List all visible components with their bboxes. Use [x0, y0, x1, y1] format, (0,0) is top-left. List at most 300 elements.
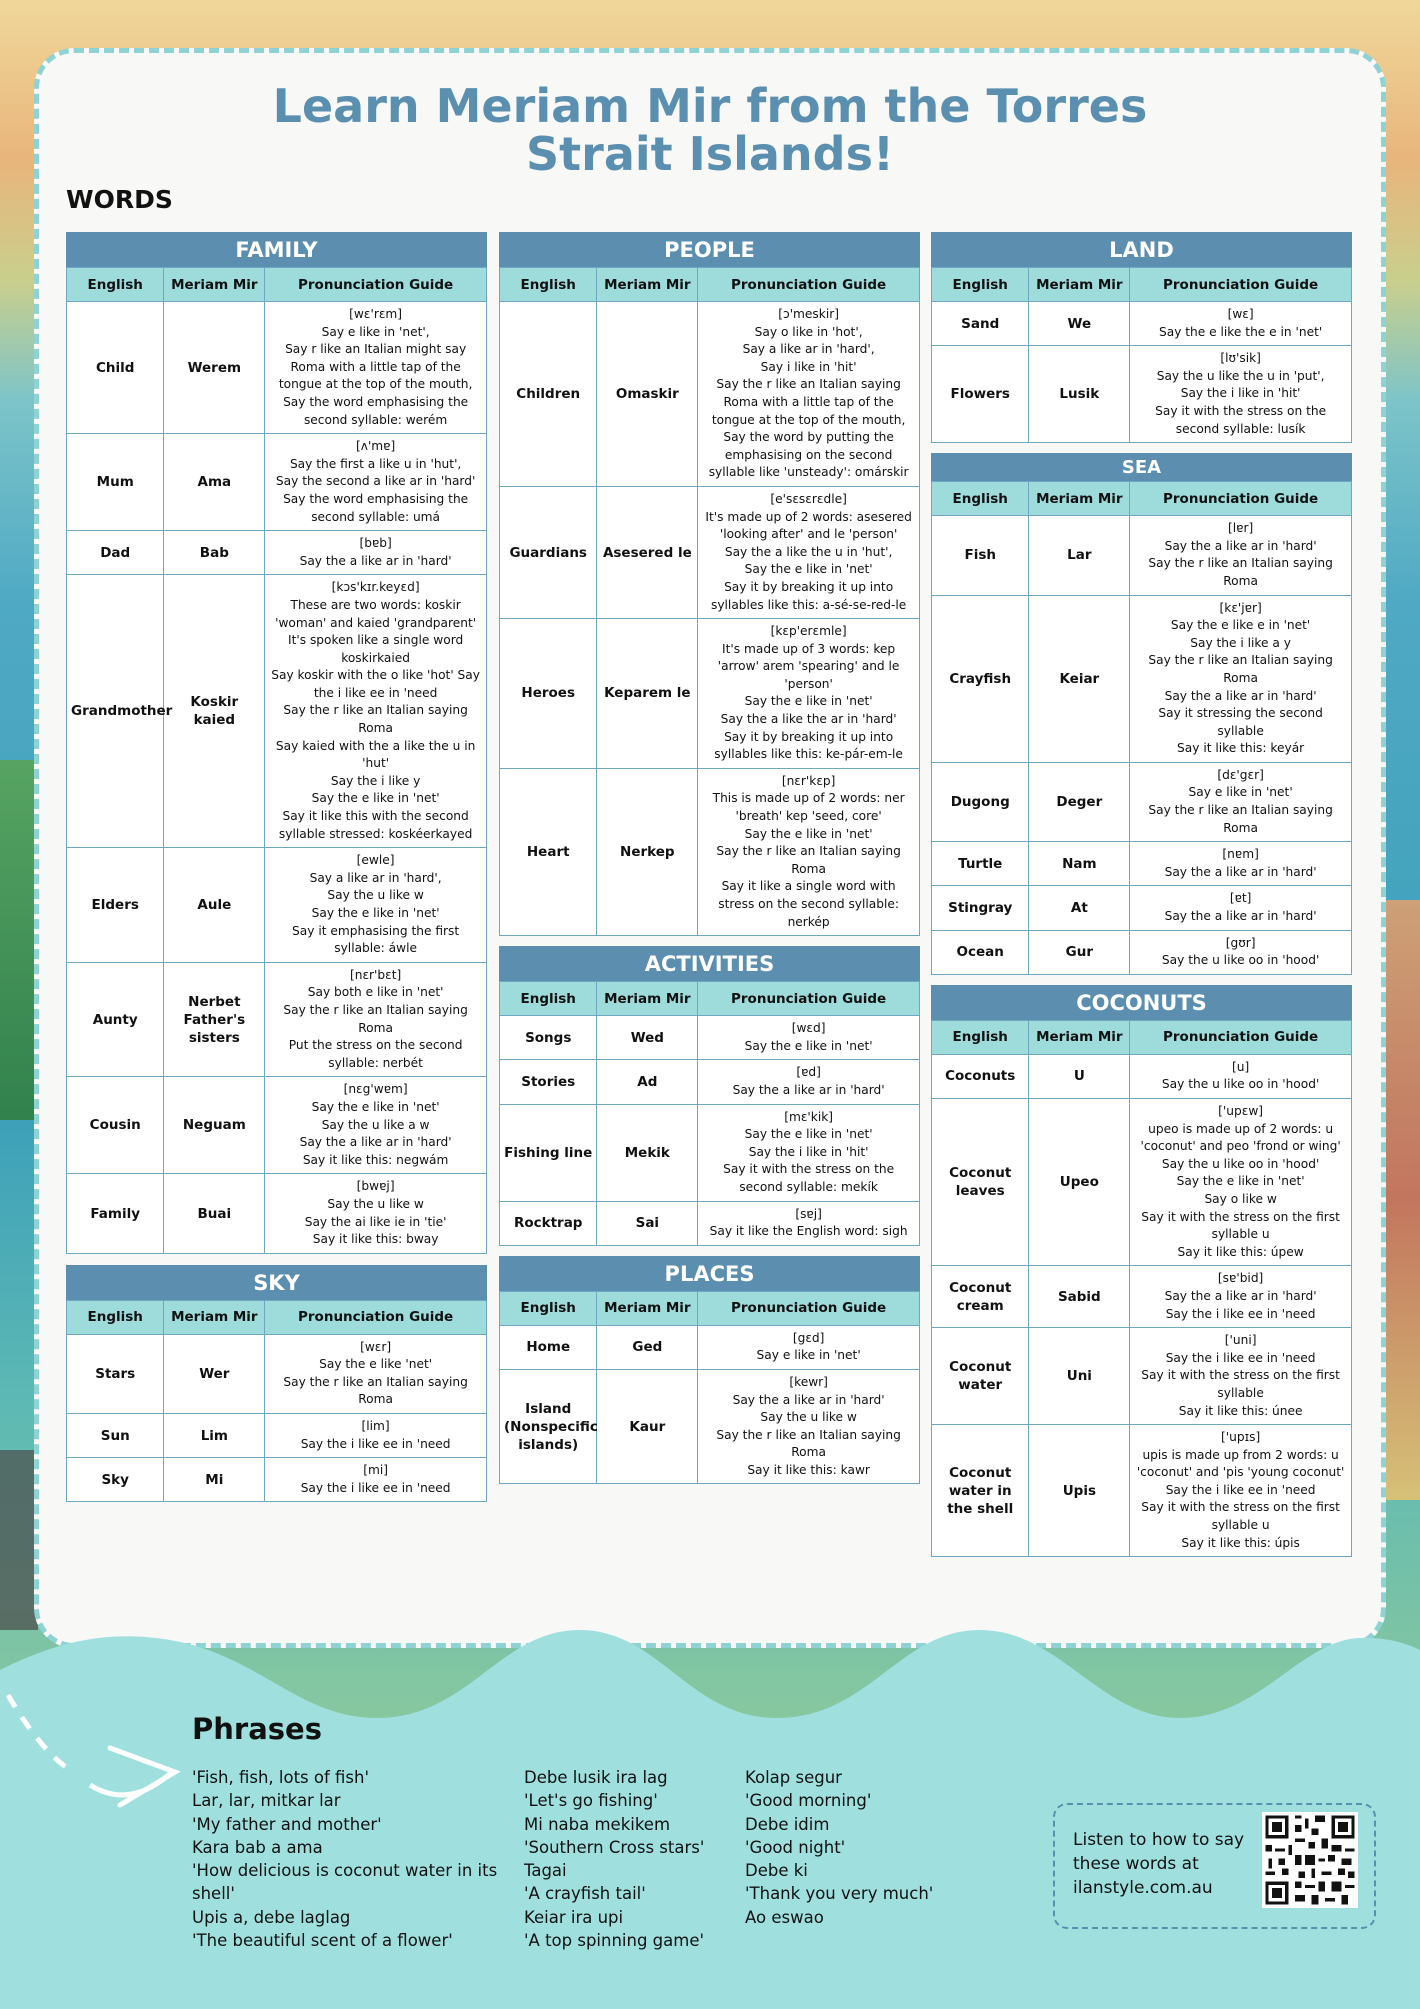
coconuts-title: COCONUTS: [931, 985, 1352, 1020]
guide-line: Say the u like w: [327, 888, 424, 903]
guide-line: Say the a like ar in 'hard': [299, 1135, 452, 1150]
phrase-line: 'The beautiful scent of a flower': [192, 1931, 453, 1951]
guide-line: Say the word emphasising the second syllable: umá: [283, 491, 469, 524]
phrases-column-2: [524, 1766, 734, 1952]
guide-line: Say it like this: keyár: [1177, 741, 1305, 756]
meriam-mir-cell: Lusik: [1029, 346, 1130, 443]
pronunciation-cell: [265, 848, 487, 963]
pronunciation-cell: [1130, 516, 1352, 595]
english-cell: Grandmother: [67, 575, 164, 848]
meriam-mir-cell: Sabid: [1029, 1266, 1130, 1328]
guide-line: Say o like w: [1204, 1191, 1277, 1206]
english-cell: Stars: [67, 1334, 164, 1413]
phrase-line: 'Southern Cross stars': [524, 1837, 705, 1857]
meriam-mir-cell: Kaur: [597, 1369, 698, 1484]
table-row: [500, 1201, 920, 1245]
english-cell: Family: [67, 1174, 164, 1253]
table-row: [67, 848, 487, 963]
land-table: [931, 267, 1352, 443]
activities-section: [499, 946, 920, 1246]
table-row: [67, 1334, 487, 1413]
guide-line: It's made up of 2 words: asesered 'looking after' and le 'person': [705, 509, 912, 542]
guide-line: [nɛr'kɛp]: [781, 773, 836, 788]
guide-line: Say it with the stress on the first syllable u: [1141, 1209, 1340, 1242]
meriam-mir-cell: Deger: [1029, 762, 1130, 841]
english-cell: Fish: [932, 516, 1029, 595]
pronunciation-cell: [265, 1077, 487, 1174]
guide-line: Say r like an Italian might say Roma with a little tap of the tongue at the top of the mouth,: [278, 342, 473, 392]
guide-line: Say the u like w: [327, 1196, 424, 1211]
table-header-row: [500, 268, 920, 302]
english-cell: Child: [67, 302, 164, 434]
family-title: FAMILY: [66, 232, 487, 267]
guide-line: [wɛ]: [1227, 307, 1254, 321]
table-row: [500, 619, 920, 769]
guide-line: Say the a like ar in 'hard': [732, 1082, 885, 1097]
guide-line: Say it with the stress on the first syllable: [1141, 1368, 1340, 1400]
phrase-line: 'A crayfish tail': [524, 1884, 646, 1904]
guide-line: Say koskir with the o like 'hot' Say the i like ee in 'need: [271, 668, 480, 700]
guide-line: Say e like in 'net': [1188, 785, 1293, 800]
sky-title: SKY: [66, 1265, 487, 1300]
guide-line: Say the i like ee in 'need: [300, 1480, 451, 1495]
column-3: [931, 232, 1352, 1557]
table-row: [500, 1325, 920, 1369]
pronunciation-cell: [265, 1458, 487, 1502]
people-table: [499, 267, 920, 936]
phrases-column-3: [745, 1766, 955, 1929]
table-row: [67, 1414, 487, 1458]
table-row: [932, 886, 1352, 930]
phrase-line: 'Good night': [745, 1837, 846, 1857]
phrase-line: Keiar ira upi: [524, 1907, 624, 1927]
pronunciation-cell: [1130, 1328, 1352, 1425]
qr-code-icon[interactable]: [1262, 1812, 1358, 1908]
meriam-mir-cell: Keparem le: [597, 619, 698, 769]
guide-line: [nɐm]: [1222, 847, 1259, 862]
guide-line: Say e like in 'net': [756, 1348, 861, 1363]
meriam-mir-cell: Mi: [164, 1458, 265, 1502]
table-row: [500, 1104, 920, 1201]
guide-line: [lʊ'sik]: [1220, 351, 1261, 366]
activities-title: ACTIVITIES: [499, 946, 920, 981]
guide-line: [ewle]: [356, 853, 395, 868]
guide-line: Say both e like in 'net': [307, 985, 444, 1000]
pronunciation-cell: [698, 486, 920, 618]
table-header-row: [500, 982, 920, 1016]
meriam-mir-cell: Uni: [1029, 1328, 1130, 1425]
pronunciation-cell: [265, 1414, 487, 1458]
english-cell: Guardians: [500, 486, 597, 618]
guide-line: Say the u like a w: [321, 1117, 430, 1132]
table-row: [67, 575, 487, 848]
phrases-heading: Phrases: [192, 1712, 322, 1746]
table-row: [67, 1077, 487, 1174]
phrase-line: Mi naba mekikem: [524, 1814, 671, 1834]
english-cell: Mum: [67, 434, 164, 531]
meriam-mir-cell: Neguam: [164, 1077, 265, 1174]
guide-line: Say the i like ee in 'need: [300, 1436, 451, 1451]
pronunciation-cell: [1130, 930, 1352, 974]
english-cell: Stingray: [932, 886, 1029, 930]
header-pronunciation-guide: Pronunciation Guide: [265, 268, 487, 302]
guide-line: [e'sɛsɛrɛdle]: [770, 491, 847, 506]
sky-section: [66, 1265, 487, 1503]
english-cell: Coconuts: [932, 1054, 1029, 1098]
table-row: [932, 346, 1352, 443]
people-title: PEOPLE: [499, 232, 920, 267]
guide-line: Say the second a like ar in 'hard': [275, 474, 476, 489]
meriam-mir-cell: Bab: [164, 531, 265, 575]
guide-line: Say the u like oo in 'hood': [1161, 953, 1320, 968]
words-heading: WORDS: [66, 185, 173, 214]
sea-section: [931, 453, 1352, 975]
english-cell: Island (Nonspecific islands): [500, 1369, 597, 1484]
header-english: English: [500, 268, 597, 302]
guide-line: Say the e like in 'net': [744, 694, 873, 709]
guide-line: Say the i like a y: [1190, 635, 1291, 650]
english-cell: Ocean: [932, 930, 1029, 974]
english-cell: Dad: [67, 531, 164, 575]
pronunciation-cell: [698, 1016, 920, 1060]
listen-line-1: Listen to how to say: [1073, 1830, 1245, 1850]
meriam-mir-cell: Nerkep: [597, 768, 698, 935]
guide-line: [sɐ'bid]: [1217, 1271, 1264, 1286]
table-row: [67, 962, 487, 1077]
land-title: LAND: [931, 232, 1352, 267]
table-row: [932, 302, 1352, 346]
english-cell: Crayfish: [932, 595, 1029, 762]
guide-line: Say it like this: únee: [1178, 1403, 1303, 1418]
table-row: [932, 595, 1352, 762]
table-row: [500, 1060, 920, 1104]
guide-line: Say the e like in 'net': [311, 791, 440, 806]
guide-line: Say the i like ee in 'need: [1165, 1482, 1316, 1497]
meriam-mir-cell: Ad: [597, 1060, 698, 1104]
english-cell: Heart: [500, 768, 597, 935]
english-cell: Rocktrap: [500, 1201, 597, 1245]
header-meriam-mir: Meriam Mir: [597, 982, 698, 1016]
meriam-mir-cell: Lim: [164, 1414, 265, 1458]
guide-line: Say it by breaking it up into syllables like this: a-sé-se-red-le: [710, 579, 907, 612]
english-cell: Elders: [67, 848, 164, 963]
guide-line: [wɛd]: [791, 1021, 826, 1036]
table-row: [932, 1099, 1352, 1266]
meriam-mir-cell: U: [1029, 1054, 1130, 1098]
pronunciation-cell: [698, 302, 920, 487]
pronunciation-cell: [1130, 1425, 1352, 1557]
guide-line: Say the i like ee in 'need: [1165, 1306, 1316, 1321]
column-1: [66, 232, 487, 1502]
guide-line: Say the a like ar in 'hard': [1164, 864, 1317, 879]
english-cell: Cousin: [67, 1077, 164, 1174]
guide-line: Say the r like an Italian saying Roma: [283, 1002, 468, 1035]
table-row: [500, 1016, 920, 1060]
guide-line: Say the r like an Italian saying Roma with a little tap of the tongue at the top of the mouth,: [711, 377, 906, 427]
guide-line: Say the a like ar in 'hard': [1164, 1288, 1317, 1303]
table-row: [67, 434, 487, 531]
sky-table: [66, 1300, 487, 1503]
english-cell: Coconut water in the shell: [932, 1425, 1029, 1557]
guide-line: Say the u like w: [760, 1410, 857, 1425]
english-cell: Stories: [500, 1060, 597, 1104]
phrase-line: Tagai: [524, 1861, 567, 1881]
guide-line: Say the e like the e in 'net': [1158, 324, 1323, 339]
phrase-line: Ao eswao: [745, 1907, 824, 1927]
pronunciation-cell: [698, 1060, 920, 1104]
guide-line: Say it with the stress on the second syllable: mekík: [723, 1162, 895, 1194]
guide-line: [mɛ'kik]: [784, 1109, 834, 1124]
pronunciation-cell: [265, 962, 487, 1077]
guide-line: Say it by breaking it up into syllables like this: ke-pár-em-le: [714, 729, 903, 762]
guide-line: Say the r like an Italian saying Roma: [1148, 803, 1333, 835]
guide-line: Put the stress on the second syllable: nerbét: [288, 1038, 463, 1070]
table-row: [932, 930, 1352, 974]
header-meriam-mir: Meriam Mir: [1029, 268, 1130, 302]
pronunciation-cell: [698, 1201, 920, 1245]
english-cell: Sky: [67, 1458, 164, 1502]
table-row: [932, 516, 1352, 595]
guide-line: [sɐj]: [795, 1206, 822, 1221]
guide-line: Say the r like an Italian saying Roma: [716, 1427, 901, 1460]
phrase-line: Upis a, debe laglag: [192, 1907, 351, 1927]
phrase-line: 'Good morning': [745, 1791, 872, 1811]
guide-line: [ɐd]: [796, 1065, 821, 1080]
table-row: [932, 1266, 1352, 1328]
meriam-mir-cell: Lar: [1029, 516, 1130, 595]
table-header-row: [932, 1020, 1352, 1054]
header-pronunciation-guide: Pronunciation Guide: [698, 1291, 920, 1325]
guide-line: Say the i like in 'hit': [1180, 386, 1301, 401]
meriam-mir-cell: Keiar: [1029, 595, 1130, 762]
guide-line: [nɛr'bɛt]: [349, 967, 402, 982]
guide-line: Say the e like e in 'net': [1170, 618, 1311, 633]
guide-line: [lɐr]: [1228, 521, 1254, 536]
guide-line: upeo is made up of 2 words: u 'coconut' and peo 'frond or wing': [1140, 1121, 1341, 1154]
meriam-mir-cell: Omaskir: [597, 302, 698, 487]
sea-table: [931, 481, 1352, 975]
guide-line: [kɔs'kɪr.keyɛd]: [331, 580, 420, 595]
guide-line: [kewr]: [789, 1374, 828, 1389]
header-english: English: [500, 1291, 597, 1325]
guide-line: Say the i like in 'hit': [748, 1144, 869, 1159]
guide-line: ['upɪs]: [1221, 1430, 1261, 1445]
guide-line: Say the e like in 'net': [744, 1127, 873, 1142]
guide-line: [nɛg'wɐm]: [343, 1082, 408, 1097]
meriam-mir-cell: Koskir kaied: [164, 575, 265, 848]
guide-line: Say a like ar in 'hard',: [742, 342, 875, 357]
pronunciation-cell: [1130, 346, 1352, 443]
table-row: [932, 842, 1352, 886]
header-meriam-mir: Meriam Mir: [1029, 1020, 1130, 1054]
english-cell: Dugong: [932, 762, 1029, 841]
guide-line: Say o like in 'hot',: [754, 324, 863, 339]
pronunciation-cell: [265, 575, 487, 848]
header-pronunciation-guide: Pronunciation Guide: [1130, 482, 1352, 516]
guide-line: ['upɛw]: [1218, 1104, 1264, 1118]
meriam-mir-cell: Asesered le: [597, 486, 698, 618]
listen-line-2: these words at: [1073, 1854, 1199, 1874]
table-header-row: [932, 482, 1352, 516]
header-english: English: [932, 1020, 1029, 1054]
guide-line: Say the u like oo in 'hood': [1161, 1156, 1320, 1171]
guide-line: Say the i like y: [330, 773, 421, 788]
table-header-row: [500, 1291, 920, 1325]
guide-line: [ɐt]: [1229, 891, 1252, 906]
header-meriam-mir: Meriam Mir: [597, 1291, 698, 1325]
pronunciation-cell: [265, 1174, 487, 1253]
meriam-mir-cell: Werem: [164, 302, 265, 434]
pronunciation-cell: [698, 1325, 920, 1369]
meriam-mir-cell: Wer: [164, 1334, 265, 1413]
meriam-mir-cell: Wed: [597, 1016, 698, 1060]
table-row: [67, 1174, 487, 1253]
guide-line: Say the e like 'net': [319, 1357, 433, 1372]
guide-line: [wɛ'rɛm]: [349, 307, 403, 321]
pronunciation-cell: [698, 619, 920, 769]
guide-line: [ɔ'meskir]: [778, 307, 839, 321]
table-row: [500, 1369, 920, 1484]
phrase-line: Kara bab a ama: [192, 1837, 323, 1857]
places-title: PLACES: [499, 1256, 920, 1291]
land-section: [931, 232, 1352, 443]
table-row: [932, 1054, 1352, 1098]
header-meriam-mir: Meriam Mir: [164, 1300, 265, 1334]
guide-line: Say the a like ar in 'hard': [732, 1392, 885, 1407]
header-pronunciation-guide: Pronunciation Guide: [698, 268, 920, 302]
table-row: [932, 762, 1352, 841]
guide-line: Say the r like an Italian saying Roma: [283, 1374, 468, 1407]
table-row: [67, 1458, 487, 1502]
guide-line: [dɛ'gɛr]: [1217, 767, 1264, 782]
listen-url[interactable]: ilanstyle.com.au: [1073, 1878, 1213, 1898]
guide-line: [bɐb]: [359, 536, 392, 551]
phrase-line: 'Thank you very much': [745, 1884, 934, 1904]
meriam-mir-cell: Nerbet Father's sisters: [164, 962, 265, 1077]
guide-line: [u]: [1232, 1059, 1250, 1074]
guide-line: Say e like in 'net',: [321, 324, 430, 339]
header-english: English: [500, 982, 597, 1016]
meriam-mir-cell: Ama: [164, 434, 265, 531]
guide-line: [lim]: [361, 1419, 390, 1434]
title-line-2: Strait Islands!: [526, 127, 894, 181]
guide-line: Say the i like ee in 'need: [1165, 1350, 1316, 1365]
header-english: English: [932, 482, 1029, 516]
english-cell: Home: [500, 1325, 597, 1369]
guide-line: Say the first a like u in 'hut',: [289, 456, 462, 471]
meriam-mir-cell: Ged: [597, 1325, 698, 1369]
pronunciation-cell: [698, 768, 920, 935]
guide-line: Say the e like in 'net': [744, 562, 873, 577]
guide-line: [wɛr]: [360, 1339, 392, 1354]
guide-line: [ʌ'mɐ]: [355, 439, 396, 454]
header-english: English: [932, 268, 1029, 302]
guide-line: Say it like this: kawr: [747, 1462, 870, 1477]
guide-line: Say it emphasising the first syllable: áwle: [292, 923, 460, 956]
phrase-line: Debe ki: [745, 1861, 808, 1881]
guide-line: [kɛp'erɛmle]: [770, 624, 847, 639]
phrase-line: Kolap segur: [745, 1768, 842, 1787]
header-meriam-mir: Meriam Mir: [597, 268, 698, 302]
phrases-column-1: [192, 1766, 502, 1952]
meriam-mir-cell: At: [1029, 886, 1130, 930]
english-cell: Sun: [67, 1414, 164, 1458]
header-pronunciation-guide: Pronunciation Guide: [265, 1300, 487, 1334]
table-header-row: [67, 268, 487, 302]
header-pronunciation-guide: Pronunciation Guide: [698, 982, 920, 1016]
pronunciation-cell: [1130, 595, 1352, 762]
guide-line: Say it like the English word: sigh: [709, 1224, 908, 1239]
header-pronunciation-guide: Pronunciation Guide: [1130, 1020, 1352, 1054]
guide-line: Say the a like ar in 'hard': [1164, 538, 1317, 553]
english-cell: Flowers: [932, 346, 1029, 443]
header-english: English: [67, 1300, 164, 1334]
english-cell: Sand: [932, 302, 1029, 346]
table-row: [500, 768, 920, 935]
english-cell: Coconut leaves: [932, 1099, 1029, 1266]
guide-line: ['uni]: [1224, 1333, 1257, 1348]
coconuts-section: [931, 985, 1352, 1557]
pronunciation-cell: [698, 1104, 920, 1201]
guide-line: [bwɐj]: [356, 1179, 395, 1194]
guide-line: Say the r like an Italian saying Roma: [283, 703, 468, 736]
guide-line: Say the e like in 'net': [311, 906, 440, 920]
table-row: [67, 531, 487, 575]
english-cell: Coconut water: [932, 1328, 1029, 1425]
table-row: [932, 1328, 1352, 1425]
meriam-mir-cell: Nam: [1029, 842, 1130, 886]
table-header-row: [67, 1300, 487, 1334]
guide-line: Say the a like the u in 'hut',: [724, 544, 893, 559]
pronunciation-cell: [698, 1369, 920, 1484]
listen-text: [1073, 1828, 1253, 1900]
places-table: [499, 1291, 920, 1485]
people-section: [499, 232, 920, 936]
meriam-mir-cell: Mekik: [597, 1104, 698, 1201]
pronunciation-cell: [1130, 886, 1352, 930]
header-pronunciation-guide: Pronunciation Guide: [1130, 268, 1352, 302]
pronunciation-cell: [265, 531, 487, 575]
background-painting-right: [1384, 900, 1420, 1500]
page-title: [0, 79, 1420, 181]
guide-line: Say it like a single word with stress on the second syllable: nerkép: [718, 879, 899, 929]
pronunciation-cell: [1130, 302, 1352, 346]
guide-line: Say it like this: bway: [312, 1232, 439, 1247]
phrase-line: 'A top spinning game': [524, 1931, 705, 1951]
header-meriam-mir: Meriam Mir: [164, 268, 265, 302]
phrase-line: 'How delicious is coconut water in its: [192, 1861, 498, 1881]
guide-line: Say a like ar in 'hard',: [309, 870, 442, 885]
guide-line: [mi]: [363, 1463, 388, 1478]
phrase-line: Debe idim: [745, 1814, 830, 1834]
english-cell: Fishing line: [500, 1104, 597, 1201]
english-cell: Coconut cream: [932, 1266, 1029, 1328]
guide-line: Say the a like ar in 'hard': [1164, 909, 1317, 924]
guide-line: Say the word by putting the emphasising on the second syllable like 'unsteady': omárskir: [708, 430, 909, 480]
column-2: [499, 232, 920, 1484]
guide-line: [kɛ'jɐr]: [1219, 600, 1262, 615]
guide-line: [gɛd]: [792, 1330, 825, 1345]
table-row: [67, 302, 487, 434]
guide-line: Say the u like oo in 'hood': [1161, 1077, 1320, 1092]
guide-line: upis is made up from 2 words: u 'coconut' and 'pis 'young coconut': [1136, 1447, 1345, 1480]
pronunciation-cell: [1130, 842, 1352, 886]
sea-title: SEA: [931, 453, 1352, 481]
table-row: [500, 302, 920, 487]
guide-line: Say it like this with the second syllable stressed: koskéerkayed: [278, 809, 473, 841]
meriam-mir-cell: Gur: [1029, 930, 1130, 974]
header-english: English: [67, 268, 164, 302]
